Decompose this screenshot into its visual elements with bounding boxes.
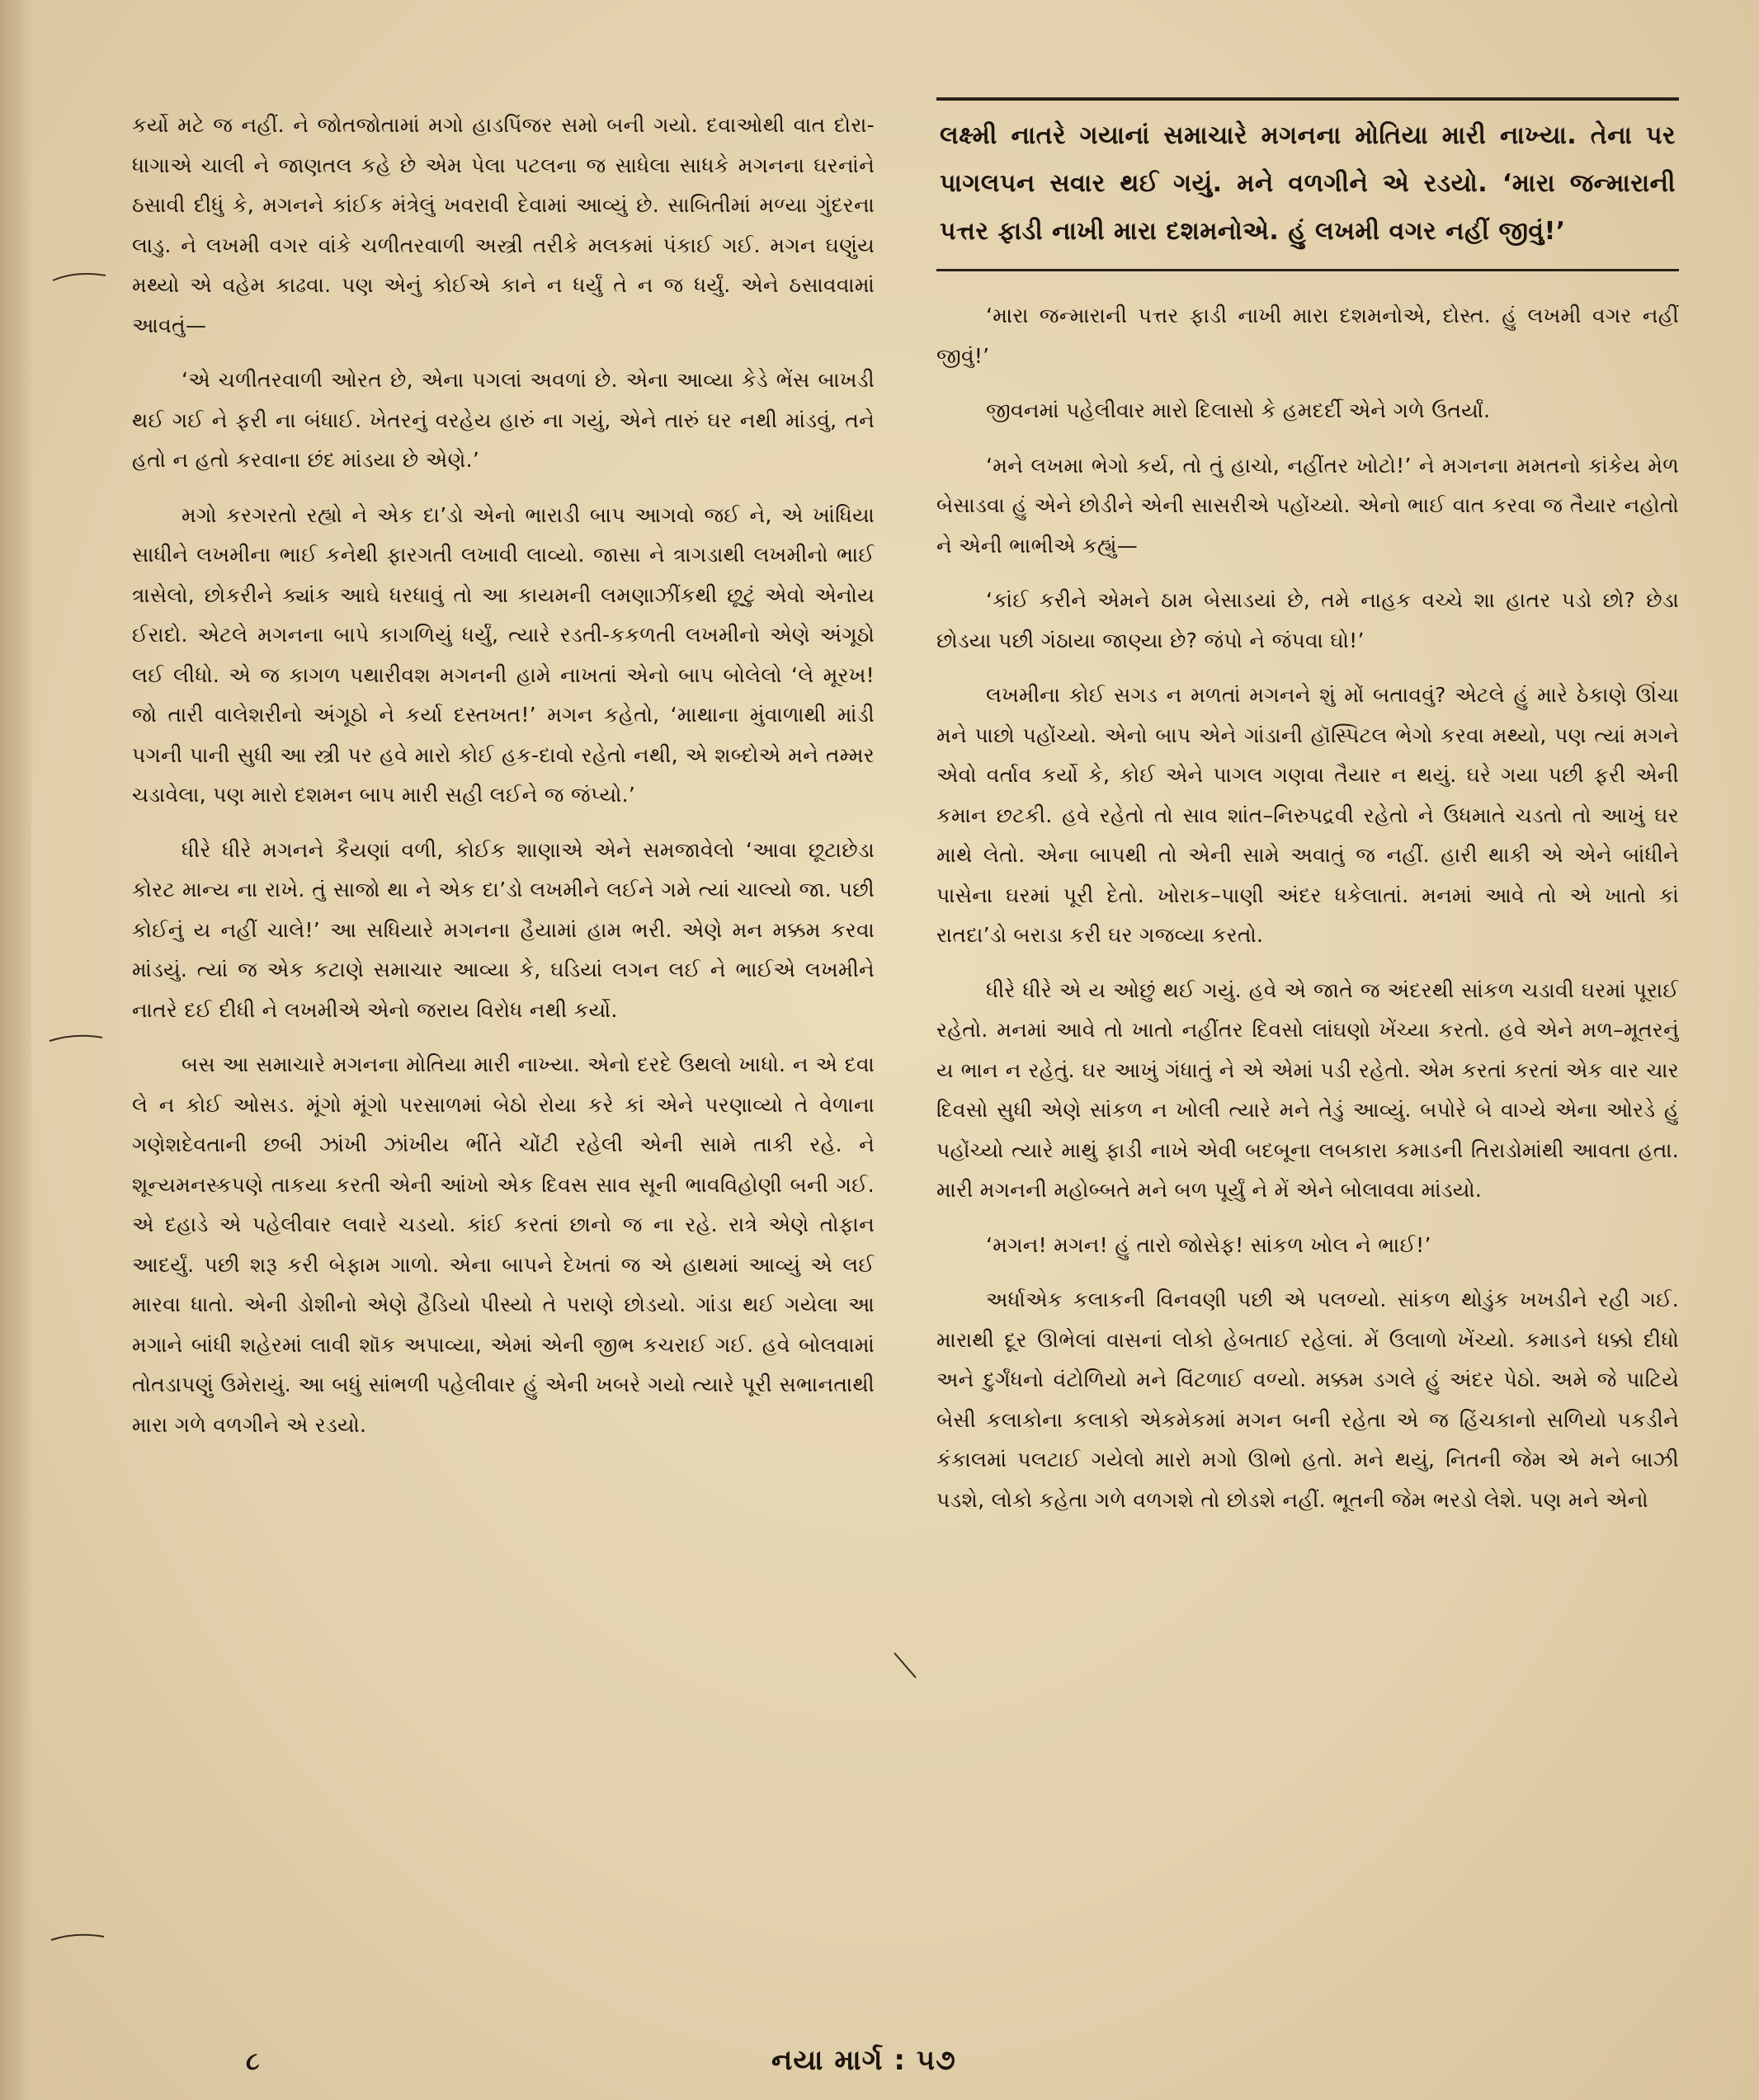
magazine-footer: નયા માર્ગ : ૫૭ bbox=[771, 2044, 956, 2077]
paragraph: ‘મને લખમા ભેગો કર્ય, તો તું હાચો, નહીંતર ખોટો!’ ને મગનના મમતનો કાંકેય મેળ બેસાડવા હું એને છોડીને એની સાસરીએ પહોંચ્યો. એનો ભાઈ વાત કરવા જ તૈયાર નહોતો ને એની ભાભીએ કહ્યું— bbox=[936, 453, 1679, 558]
page-edge bbox=[0, 0, 31, 2100]
paragraph: ‘મગન! મગન! હું તારો જોસેફ! સાંકળ ખોલ ને ભાઈ!’ bbox=[986, 1232, 1431, 1257]
paragraph: કર્યો મટે જ નહીં. ને જોતજોતામાં મગો હાડપિંજર સમો બની ગયો. દવાઓથી વાત દોરા-ધાગાએ ચાલી ને જાણતલ કહે છે એમ પેલા પટલના જ સાધેલા સાધકે મગનના ઘરનાંને ઠસાવી દીધું કે, મગનને કાંઈક મંત્રેલું ખવરાવી દેવામાં આવ્યું છે. સાબિતીમાં મળ્યા ગુંદરના લાડુ. ને લખમી વગર વાંકે ચળીતરવાળી અસ્ત્રી તરીકે મલકમાં પંકાઈ ગઈ. મગન ઘણુંય મથ્યો એ વહેમ કાઢવા. પણ એનું કોઈએ કાને ન ધર્યું તે ન જ ધર્યું. એને ઠસાવવામાં આવતું— bbox=[132, 113, 875, 337]
page-number: ૮ bbox=[246, 2047, 260, 2076]
paragraph: જીવનમાં પહેલીવાર મારો દિલાસો કે હમદર્દી એને ગળે ઉતર્યાં. bbox=[986, 398, 1491, 422]
paragraph: ધીરે ધીરે એ ય ઓછું થઈ ગયું. હવે એ જાતે જ અંદરથી સાંકળ ચડાવી ઘરમાં પૂરાઈ રહેતો. મનમાં આવે તો ખાતો નહીંતર દિવસો લાંઘણો ખેંચ્યા કરતો. હવે એને મળ–મૂતરનું ય ભાન ન રહેતું. ઘર આખું ગંધાતું ને એ એમાં પડી રહેતો. એમ કરતાં કરતાં એક વાર ચાર દિવસો સુધી એણે સાંકળ ન ખોલી ત્યારે મને તેડું આવ્યું. બપોરે બે વાગ્યે એના ઓરડે હું પહોંચ્યો ત્યારે માથું ફાડી નાખે એવી બદબૂના લબકારા કમાડની તિરાડોમાંથી આવતા હતા. મારી મગનની મહોબ્બતે મને બળ પૂર્યું ને મેં એને બોલાવવા માંડયો. bbox=[936, 977, 1679, 1202]
paragraph: ‘એ ચળીતરવાળી ઓરત છે, એના પગલાં અવળાં છે. એના આવ્યા કેડે ભેંસ બાખડી થઈ ગઈ ને ફરી ના બંધાઈ. ખેતરનું વરહેય હારું ના ગયું, એને તારું ઘર નથી માંડવું, તને હતો ન હતો કરવાના છંદ માંડયા છે એણે.’ bbox=[132, 368, 875, 472]
margin-mark bbox=[51, 266, 109, 287]
paragraph: અર્ધાએક કલાકની વિનવણી પછી એ પલળ્યો. સાંકળ થોડુંક ખખડીને રહી ગઈ. મારાથી દૂર ઊભેલાં વાસનાં લોકો હેબતાઈ રહેલાં. મેં ઉલાળો ખેંચ્યો. કમાડને ધક્કો દીધો અને દુર્ગંધનો વંટોળિયો મને વિંટળાઈ વળ્યો. મક્કમ ડગલે હું અંદર પેઠો. અમે જે પાટિયે બેસી કલાકોના કલાકો એકમેકમાં મગન બની રહેતા એ જ હિંચકાનો સળિયો પકડીને કંકાલમાં પલટાઈ ગયેલો મારો મગો ઊભો હતો. મને થયું, નિતની જેમ એ મને બાઝી પડશે, લોકો કહેતા ગળે વળગશે તો છોડશે નહીં. ભૂતની જેમ ભરડો લેશે. પણ મને એનો bbox=[936, 1288, 1679, 1512]
left-column bbox=[132, 106, 875, 1986]
paragraph: બસ આ સમાચારે મગનના મોતિયા મારી નાખ્યા. એનો દરદે ઉથલો ખાધો. ન એ દવા લે ન કોઈ ઓસડ. મૂંગો મૂંગો પરસાળમાં બેઠો રોયા કરે કાં એને પરણાવ્યો તે વેળાના ગણેશદેવતાની છબી ઝાંખી ઝાંખીય ભીંતે ચોંટી રહેલી એની સામે તાકી રહે. ને શૂન્યમનસ્કપણે તાકયા કરતી એની આંખો એક દિવસ સાવ સૂની ભાવવિહોણી બની ગઈ. એ દહાડે એ પહેલીવાર લવારે ચડયો. કાંઈ કરતાં છાનો જ ના રહે. રાત્રે એણે તોફાન આદર્યું. પછી શરૂ કરી બેફામ ગાળો. એના બાપને દેખતાં જ એ હાથમાં આવ્યું એ લઈ મારવા ધાતો. એની ડોશીનો એણે હૈડિયો પીસ્યો તે પરાણે છોડયો. ગાંડા થઈ ગયેલા આ મગાને બાંધી શહેરમાં લાવી શૉક અપાવ્યા, એમાં એની જીભ કચરાઈ ગઈ. હવે બોલવામાં તોતડાપણું ઉમેરાયું. આ બધું સાંભળી પહેલીવાર હું એની ખબરે ગયો ત્યારે પૂરી સભાનતાથી મારા ગળે વળગીને એ રડયો. bbox=[132, 1052, 875, 1437]
paragraph: મગો કરગરતો રહ્યો ને એક દા’ડો એનો ભારાડી બાપ આગવો જઈ ને, એ ખાંધિયા સાધીને લખમીના ભાઈ કનેથી ફારગતી લખાવી લાવ્યો. જાસા ને ત્રાગડાથી લખમીનો ભાઈ ત્રાસેલો, છોકરીને ક્યાંક આઘે ધરધાવું તો આ કાયમની લમણાઝીંકથી છૂટું એવો એનોય ઈરાદો. એટલે મગનના બાપે કાગળિયું ધર્યું, ત્યારે રડતી-કકળતી લખમીનો એણે અંગૂઠો લઈ લીધો. એ જ કાગળ પથારીવશ મગનની હામે નાખતાં એનો બાપ બોલેલો ‘લે મૂરખ! જો તારી વાલેશરીનો અંગૂઠો ને કર્યા દસ્તખત!’ મગન કહેતો, ‘માથાના મુંવાળાથી માંડી પગની પાની સુધી આ સ્ત્રી પર હવે મારો કોઈ હક-દાવો રહેતો નથી, એ શબ્દોએ મને તમ્મર ચડાવેલા, પણ મારો દશમન બાપ મારી સહી લઈને જ જંપ્યો.’ bbox=[132, 502, 875, 807]
paragraph: ‘કાંઈ કરીને એમને ઠામ બેસાડયાં છે, તમે નાહક વચ્ચે શા હાતર પડો છો? છેડા છોડયા પછી ગંઠાયા જાણ્યા છે? જંપો ને જંપવા ઘો!’ bbox=[936, 588, 1679, 652]
pull-quote bbox=[936, 97, 1679, 271]
paragraph: ‘મારા જન્મારાની પત્તર ફાડી નાખી મારા દશમનોએ, દોસ્ત. હું લખમી વગર નહીં જીવું!’ bbox=[936, 304, 1679, 368]
paragraph: ધીરે ધીરે મગનને કૈયણાં વળી, કોઈક શાણાએ એને સમજાવેલો ‘આવા છૂટાછેડા કોરટ માન્ય ના રાખે. તું સાજો થા ને એક દા’ડો લખમીને લઈને ગમે ત્યાં ચાલ્યો જા. પછી કોઈનું ય નહીં ચાલે!’ આ સધિયારે મગનના હૈયામાં હામ ભરી. એણે મન મક્કમ કરવા માંડયું. ત્યાં જ એક કટાણે સમાચાર આવ્યા કે, ઘડિયાં લગન લઈ ને ભાઈએ લખમીને નાતરે દઈ દીધી ને લખમીએ એનો જરાય વિરોધ નથી કર્યો. bbox=[132, 837, 875, 1022]
paragraph: લખમીના કોઈ સગડ ન મળતાં મગનને શું મોં બતાવવું? એટલે હું મારે ઠેકાણે ઊંચા મને પાછો પહોંચ્યો. એનો બાપ એને ગાંડાની હૉસ્પિટલ ભેગો કરવા મથ્યો, પણ ત્યાં મગને એવો વર્તાવ કર્યો કે, કોઈ એને પાગલ ગણવા તૈયાર ન થયું. ઘરે ગયા પછી ફરી એની કમાન છટકી. હવે રહેતો તો સાવ શાંત–નિરુપદ્રવી રહેતો ને ઉધમાતે ચડતો તો આખું ઘર માથે લેતો. એના બાપથી તો એની સામે અવાતું જ નહીં. હારી થાકી એ એને બાંધીને પાસેના ઘરમાં પૂરી દેતો. ખોરાક–પાણી અંદર ધકેલાતાં. મનમાં આવે તો એ ખાતો કાં રાતદા’ડો બરાડા કરી ઘર ગજવ્યા કરતો. bbox=[936, 683, 1679, 947]
right-column bbox=[936, 97, 1679, 1986]
margin-mark bbox=[48, 1029, 106, 1051]
pull-quote-text: લક્ષ્મી નાતરે ગયાનાં સમાચારે મગનના મોતિયા મારી નાખ્યા. તેના પર પાગલપન સવાર થઈ ગયું. મને વળગીને એ રડયો. ‘મારા જન્મારાની પત્તર ફાડી નાખી મારા દશમનોએ. હું લખમી વગર નહીં જીવું!’ bbox=[940, 121, 1676, 246]
margin-mark bbox=[50, 1927, 107, 1948]
